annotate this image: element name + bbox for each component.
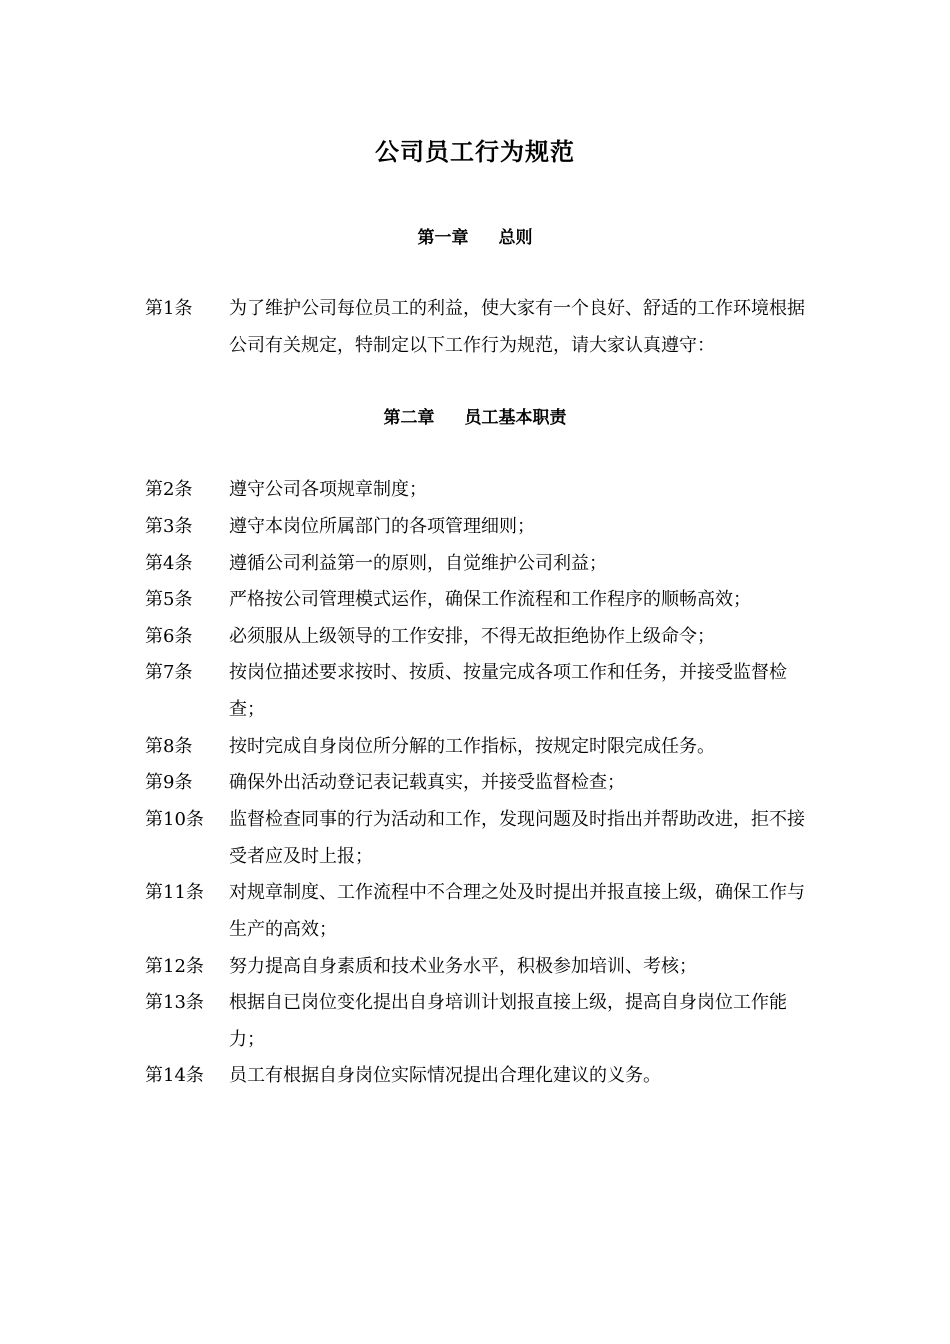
article-number: 第1条: [145, 298, 193, 319]
article-text: 员工有根据自身岗位实际情况提出合理化建议的义务。: [229, 1065, 661, 1086]
article-10: [145, 801, 810, 875]
article-number: 第4条: [145, 553, 193, 574]
article-number: 第13条: [145, 992, 204, 1013]
article-number: 第7条: [145, 662, 193, 683]
chapter-heading-1: [0, 226, 950, 250]
chapter-number: 第二章: [383, 408, 435, 428]
article-7: [145, 654, 810, 728]
article-4: [145, 545, 810, 582]
article-text: 必须服从上级领导的工作安排，不得无故拒绝协作上级命令；: [229, 626, 715, 647]
article-text: 监督检查同事的行为活动和工作，发现问题及时指出并帮助改进，拒不接受者应及时上报；: [229, 809, 805, 867]
chapter-name: 员工基本职责: [464, 408, 567, 428]
article-number: 第9条: [145, 772, 193, 793]
article-text: 遵守公司各项规章制度；: [229, 479, 427, 500]
article-13: [145, 984, 810, 1058]
article-number: 第6条: [145, 626, 193, 647]
article-text: 遵守本岗位所属部门的各项管理细则；: [229, 516, 535, 537]
article-number: 第2条: [145, 479, 193, 500]
chapter-heading-2: [0, 406, 950, 430]
article-number: 第14条: [145, 1065, 204, 1086]
article-text: 为了维护公司每位员工的利益，使大家有一个良好、舒适的工作环境根据公司有关规定，特制定以下工作行为规范，请大家认真遵守：: [229, 298, 805, 356]
article-11: [145, 874, 810, 948]
article-5: [145, 581, 810, 618]
chapter-number: 第一章: [417, 228, 469, 248]
article-number: 第8条: [145, 736, 193, 757]
article-14: [145, 1057, 810, 1094]
document-title: 公司员工行为规范: [375, 137, 575, 166]
article-3: [145, 508, 810, 545]
article-number: 第10条: [145, 809, 204, 830]
article-8: [145, 728, 810, 765]
article-2: [145, 471, 810, 508]
article-text: 对规章制度、工作流程中不合理之处及时提出并报直接上级，确保工作与生产的高效；: [229, 882, 805, 940]
article-6: [145, 618, 810, 655]
article-text: 严格按公司管理模式运作，确保工作流程和工作程序的顺畅高效；: [229, 589, 751, 610]
article-number: 第11条: [145, 882, 204, 903]
article-text: 根据自已岗位变化提出自身培训计划报直接上级，提高自身岗位工作能力；: [229, 992, 787, 1050]
article-text: 确保外出活动登记表记载真实，并接受监督检查；: [229, 772, 625, 793]
article-number: 第5条: [145, 589, 193, 610]
article-9: [145, 764, 810, 801]
article-1: [145, 290, 810, 364]
article-text: 按时完成自身岗位所分解的工作指标，按规定时限完成任务。: [229, 736, 715, 757]
chapter-name: 总则: [498, 228, 533, 248]
article-text: 努力提高自身素质和技术业务水平，积极参加培训、考核；: [229, 956, 697, 977]
article-text: 遵循公司利益第一的原则，自觉维护公司利益；: [229, 553, 607, 574]
article-number: 第3条: [145, 516, 193, 537]
article-12: [145, 948, 810, 985]
article-number: 第12条: [145, 956, 204, 977]
article-text: 按岗位描述要求按时、按质、按量完成各项工作和任务，并接受监督检查；: [229, 662, 787, 720]
